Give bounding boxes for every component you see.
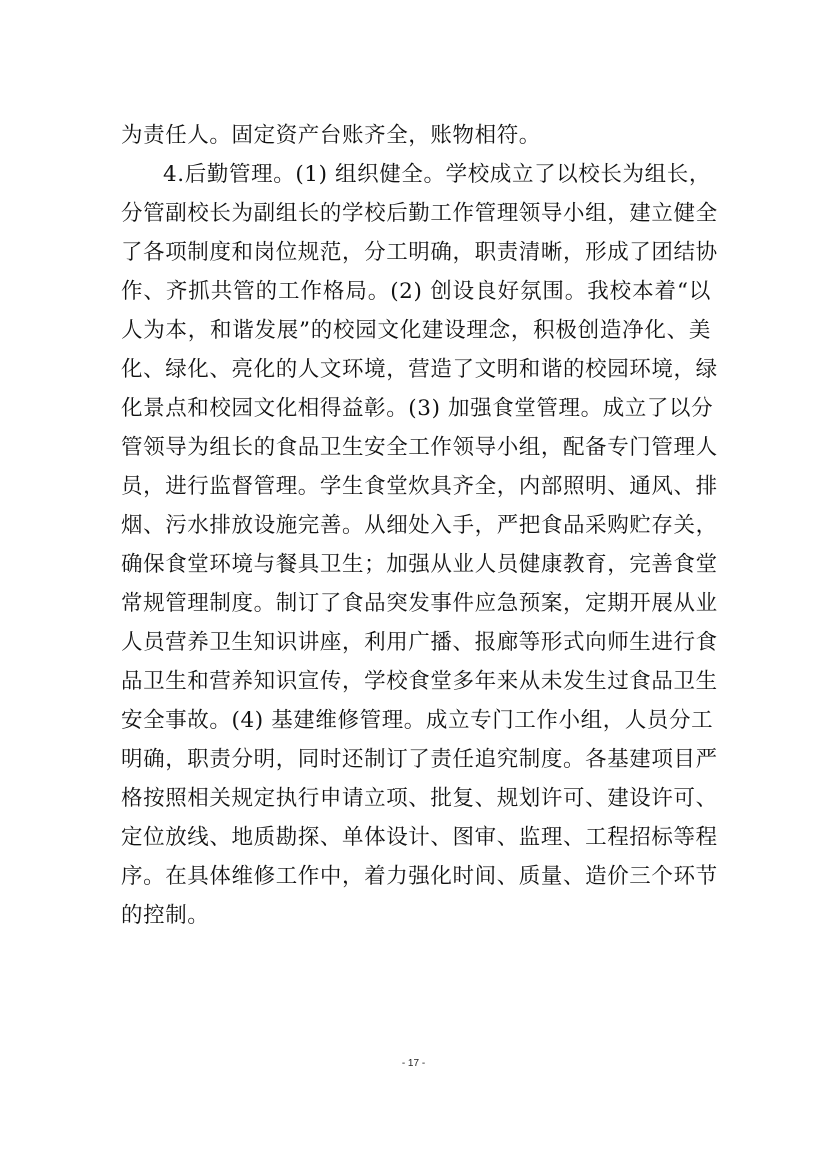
paragraph-line: 分管副校长为副组长的学校后勤工作管理领导小组，建立健全 — [121, 201, 718, 226]
body-text — [121, 116, 718, 935]
paragraph-line: 的控制。 — [121, 903, 210, 928]
paragraph-line: 常规管理制度。制订了食品突发事件应急预案，定期开展从业 — [121, 591, 718, 616]
paragraph-line: 人为本，和谐发展”的校园文化建设理念，积极创造净化、美 — [121, 318, 711, 343]
paragraph-line: 烟、污水排放设施完善。从细处入手，严把食品采购贮存关， — [121, 513, 718, 538]
paragraph-line: 4.后勤管理。(1) 组织健全。学校成立了以校长为组长， — [163, 162, 711, 187]
paragraph-line: 确保食堂环境与餐具卫生；加强从业人员健康教育，完善食堂 — [121, 552, 718, 577]
paragraph-line: 品卫生和营养知识宣传，学校食堂多年来从未发生过食品卫生 — [121, 669, 718, 694]
paragraph-line: 序。在具体维修工作中，着力强化时间、质量、造价三个环节 — [121, 864, 718, 889]
paragraph-line: 为责任人。固定资产台账齐全，账物相符。 — [121, 123, 541, 148]
paragraph-line: 管领导为组长的食品卫生安全工作领导小组，配备专门管理人 — [121, 435, 718, 460]
paragraph-line: 员，进行监督管理。学生食堂炊具齐全，内部照明、通风、排 — [121, 474, 718, 499]
paragraph-line: 化、绿化、亮化的人文环境，营造了文明和谐的校园环境，绿 — [121, 357, 718, 382]
paragraph-line: 人员营养卫生知识讲座，利用广播、报廊等形式向师生进行食 — [121, 630, 718, 655]
paragraph-line: 明确，职责分明，同时还制订了责任追究制度。各基建项目严 — [121, 747, 718, 772]
paragraph-line: 安全事故。(4) 基建维修管理。成立专门工作小组，人员分工 — [121, 708, 714, 733]
paragraph-line: 了各项制度和岗位规范，分工明确，职责清晰，形成了团结协 — [121, 240, 718, 265]
paragraph-line: 作、齐抓共管的工作格局。(2) 创设良好氛围。我校本着“以 — [121, 279, 711, 304]
paragraph-line: 定位放线、地质勘探、单体设计、图审、监理、工程招标等程 — [121, 825, 718, 850]
paragraph-line: 格按照相关规定执行申请立项、批复、规划许可、建设许可、 — [121, 786, 718, 811]
page-number: - 17 - — [401, 1058, 426, 1069]
paragraph-line: 化景点和校园文化相得益彰。(3) 加强食堂管理。成立了以分 — [121, 396, 714, 421]
